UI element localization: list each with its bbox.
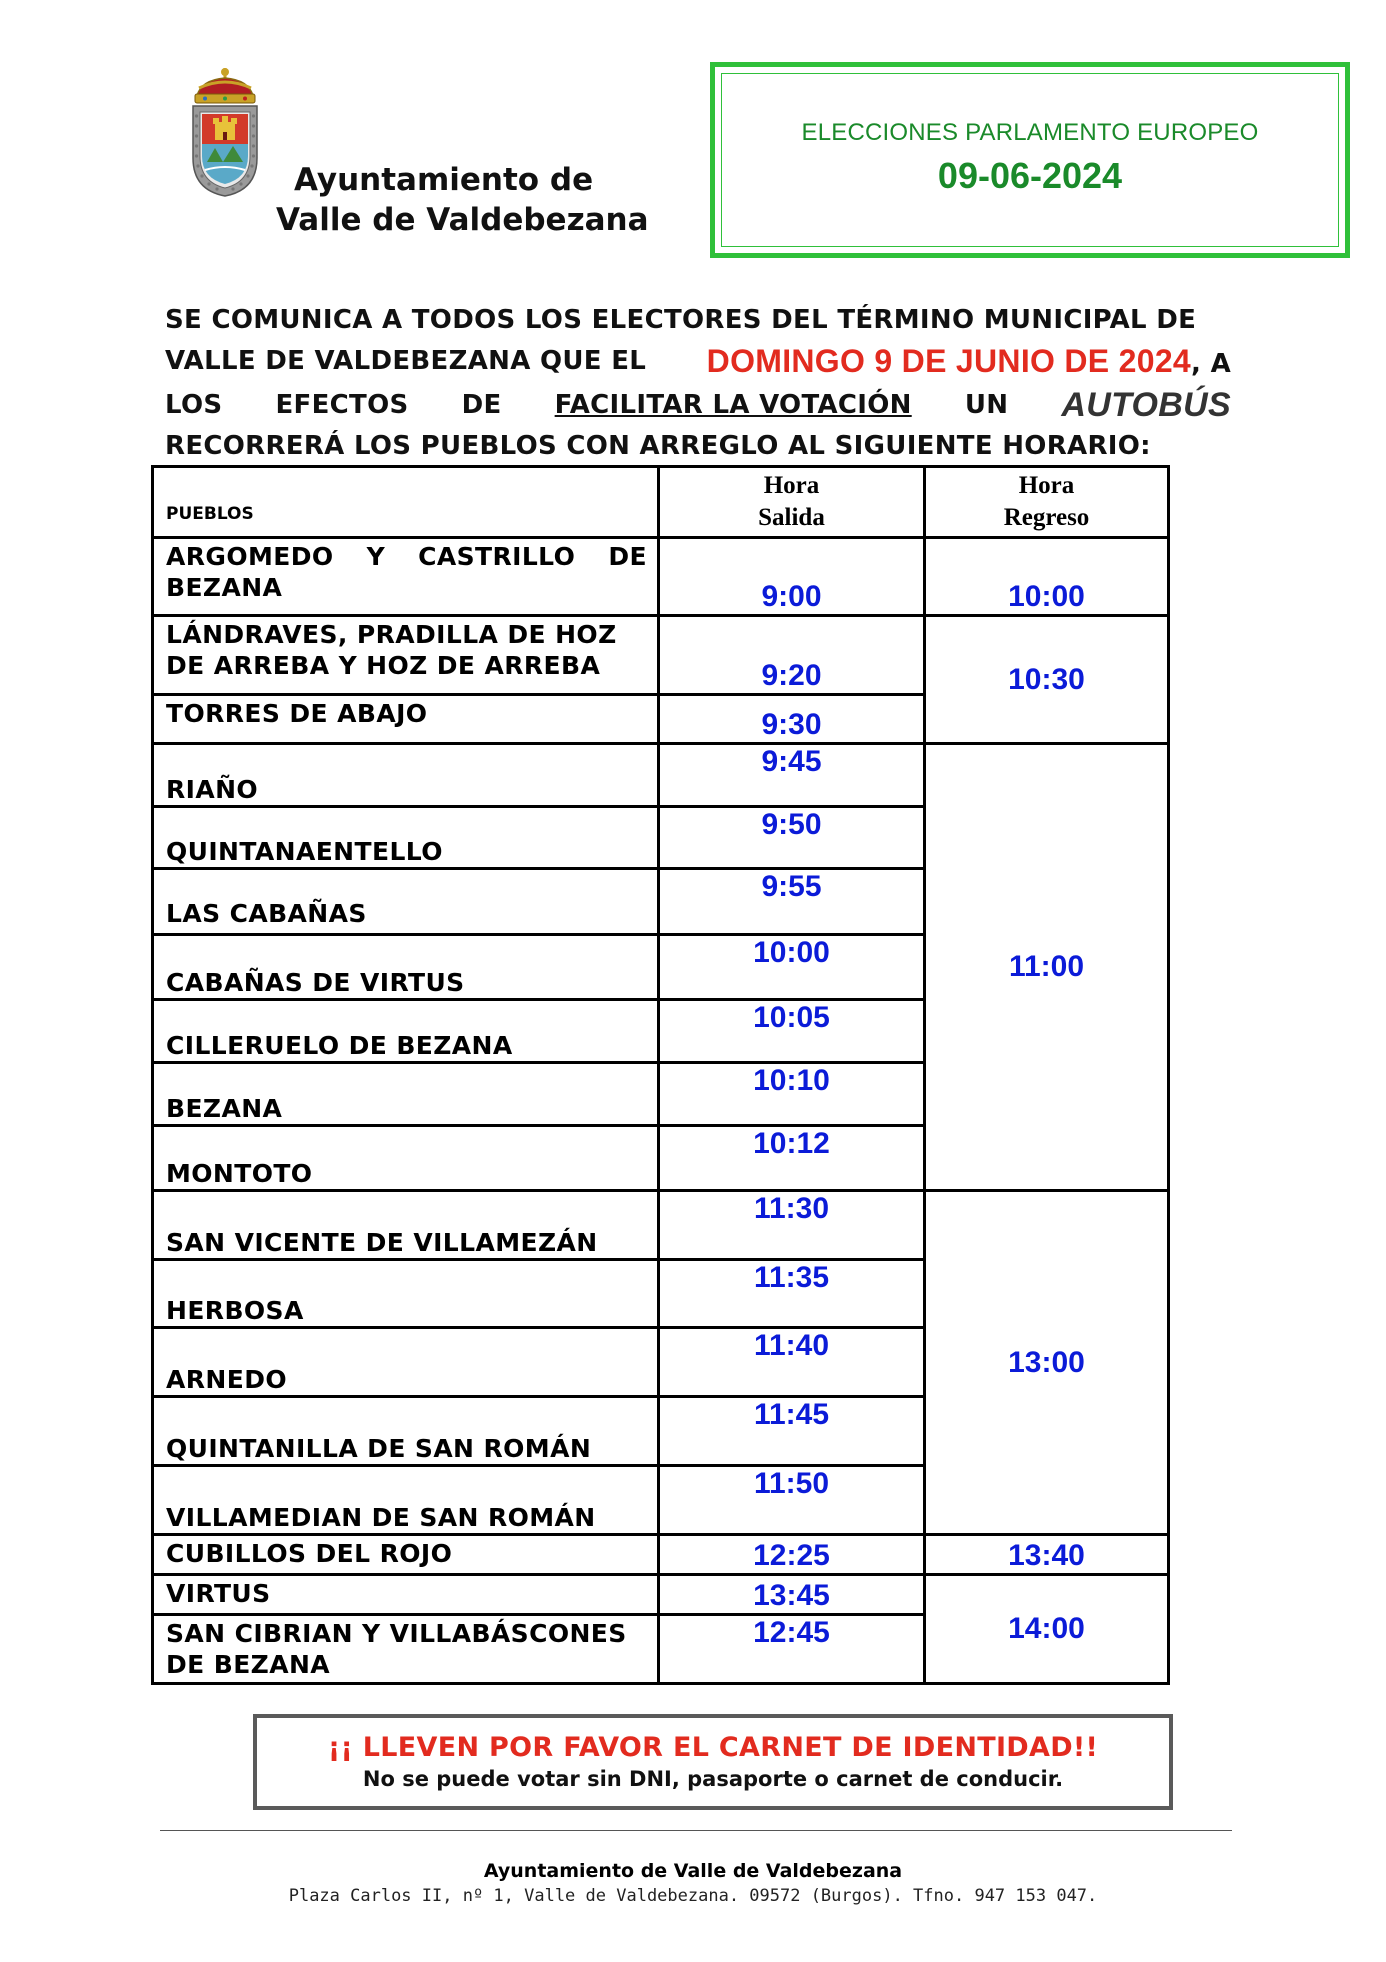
town-word: CASTRILLO xyxy=(418,542,576,571)
town-cell: CUBILLOS DEL ROJO xyxy=(153,1535,659,1575)
election-date: 09-06-2024 xyxy=(937,155,1123,196)
header-return xyxy=(925,467,1169,538)
org-name-line1: Ayuntamiento de xyxy=(294,162,594,198)
notice-bus-word: AUTOBÚS xyxy=(1061,386,1231,424)
bus-schedule-table xyxy=(151,465,1170,1685)
id-warning-title: ¡¡ LLEVEN POR FAVOR EL CARNET DE IDENTIDAD!! xyxy=(327,1732,1099,1763)
town-line1 xyxy=(166,541,647,572)
table-row xyxy=(153,1191,1169,1260)
notice-line3-word3: DE xyxy=(461,390,502,420)
town-cell: HERBOSA xyxy=(153,1260,659,1328)
town-cell: CILLERUELO DE BEZANA xyxy=(153,1000,659,1063)
departure-time: 9:50 xyxy=(659,807,925,869)
town-cell: RIAÑO xyxy=(153,744,659,807)
departure-time: 10:12 xyxy=(659,1126,925,1191)
town-line2: BEZANA xyxy=(166,573,283,602)
table-row xyxy=(153,616,1169,695)
header-departure-line1: Hora xyxy=(763,472,820,499)
table-row xyxy=(153,1535,1169,1575)
departure-time: 11:50 xyxy=(659,1466,925,1535)
town-word: Y xyxy=(366,542,386,571)
notice-line3-word2: EFECTOS xyxy=(275,390,409,420)
departure-time: 11:45 xyxy=(659,1397,925,1466)
notice-line2-pre: VALLE DE VALDEBEZANA QUE EL xyxy=(165,346,647,376)
town-cell: CABAÑAS DE VIRTUS xyxy=(153,935,659,1000)
coat-of-arms-icon xyxy=(189,66,261,198)
town-cell: ARNEDO xyxy=(153,1328,659,1397)
notice-text xyxy=(165,300,1231,467)
town-word: ARGOMEDO xyxy=(166,542,334,571)
notice-line2 xyxy=(165,341,1231,385)
town-cell: MONTOTO xyxy=(153,1126,659,1191)
header-departure-line2: Salida xyxy=(758,504,825,531)
town-line1: SAN CIBRIAN Y VILLABÁSCONES xyxy=(166,1619,627,1648)
town-line1: LÁNDRAVES, PRADILLA DE HOZ xyxy=(166,620,617,649)
departure-time: 11:30 xyxy=(659,1191,925,1260)
town-cell xyxy=(153,1615,659,1684)
return-time: 10:30 xyxy=(925,616,1169,744)
notice-line3 xyxy=(165,385,1231,426)
town-cell: QUINTANAENTELLO xyxy=(153,807,659,869)
town-cell xyxy=(153,616,659,695)
town-cell: TORRES DE ABAJO xyxy=(153,695,659,744)
election-box xyxy=(710,62,1350,258)
return-time: 14:00 xyxy=(925,1575,1169,1684)
town-word: DE xyxy=(608,542,647,571)
departure-time: 9:30 xyxy=(659,695,925,744)
organization-name xyxy=(276,160,676,240)
town-cell: LAS CABAÑAS xyxy=(153,869,659,935)
departure-time: 12:25 xyxy=(659,1535,925,1575)
footer-divider xyxy=(160,1830,1232,1831)
departure-time: 9:45 xyxy=(659,744,925,807)
town-cell: BEZANA xyxy=(153,1063,659,1126)
election-title: ELECCIONES PARLAMENTO EUROPEO xyxy=(801,119,1259,146)
return-time: 11:00 xyxy=(925,744,1169,1191)
departure-time: 10:05 xyxy=(659,1000,925,1063)
header-return-line1: Hora xyxy=(1018,472,1075,499)
id-warning-subtitle: No se puede votar sin DNI, pasaporte o carnet de conducir. xyxy=(362,1767,1064,1791)
departure-time: 9:55 xyxy=(659,869,925,935)
id-warning-box xyxy=(253,1714,1173,1810)
departure-time: 10:10 xyxy=(659,1063,925,1126)
departure-time: 11:40 xyxy=(659,1328,925,1397)
notice-line1 xyxy=(165,300,1231,341)
departure-time: 10:00 xyxy=(659,935,925,1000)
return-time: 10:00 xyxy=(925,538,1169,616)
notice-underlined-phrase: FACILITAR LA VOTACIÓN xyxy=(554,390,912,420)
town-cell: VIRTUS xyxy=(153,1575,659,1615)
town-line2: DE ARREBA Y HOZ DE ARREBA xyxy=(166,651,601,680)
notice-line2-highlight-wrap xyxy=(707,341,1231,385)
town-cell: SAN VICENTE DE VILLAMEZÁN xyxy=(153,1191,659,1260)
org-name-line2: Valle de Valdebezana xyxy=(276,202,649,238)
notice-date-highlight: DOMINGO 9 DE JUNIO DE 2024 xyxy=(706,343,1192,379)
notice-line4: RECORRERÁ LOS PUEBLOS CON ARREGLO AL SIGUIENTE HORARIO: xyxy=(165,431,1151,461)
departure-time: 13:45 xyxy=(659,1575,925,1615)
notice-line2-post: , A xyxy=(1191,349,1231,379)
departure-time: 9:00 xyxy=(659,538,925,616)
footer-address: Plaza Carlos II, nº 1, Valle de Valdebezana. 09572 (Burgos). Tfno. 947 153 047. xyxy=(288,1886,1098,1906)
header-towns: PUEBLOS xyxy=(153,467,659,538)
departure-time: 12:45 xyxy=(659,1615,925,1684)
return-time: 13:00 xyxy=(925,1191,1169,1535)
header-departure xyxy=(659,467,925,538)
town-line2: DE BEZANA xyxy=(166,1650,331,1679)
table-row xyxy=(153,1575,1169,1615)
town-cell: QUINTANILLA DE SAN ROMÁN xyxy=(153,1397,659,1466)
table-row xyxy=(153,744,1169,807)
notice-line3-word4: UN xyxy=(964,390,1009,420)
notice-line3-word1: LOS xyxy=(165,390,223,420)
header-return-line2: Regreso xyxy=(1003,504,1090,531)
notice-line1-text: SE COMUNICA A TODOS LOS ELECTORES DEL TÉRMINO MUNICIPAL DE xyxy=(165,305,1197,335)
table-header-row xyxy=(153,467,1169,538)
departure-time: 9:20 xyxy=(659,616,925,695)
footer-org-name: Ayuntamiento de Valle de Valdebezana xyxy=(483,1860,903,1882)
town-cell: VILLAMEDIAN DE SAN ROMÁN xyxy=(153,1466,659,1535)
town-cell xyxy=(153,538,659,616)
table-row xyxy=(153,538,1169,616)
departure-time: 11:35 xyxy=(659,1260,925,1328)
return-time: 13:40 xyxy=(925,1535,1169,1575)
